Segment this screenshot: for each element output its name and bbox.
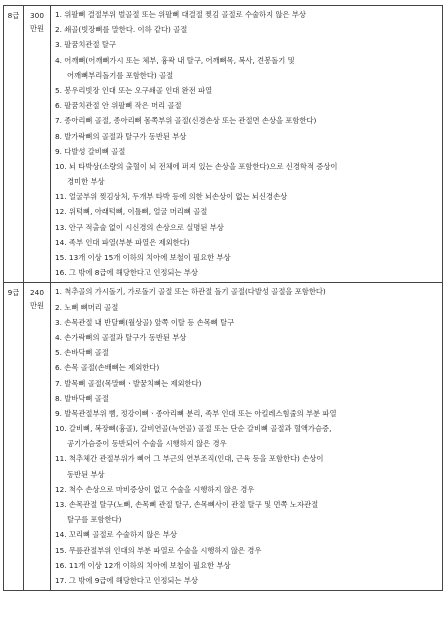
list-item: 5. 봉우리빗장 인대 또는 오구쇄골 인대 완전 파열 <box>55 85 213 95</box>
list-item: 5. 손바닥뼈 골절 <box>55 348 109 358</box>
list-item: 6. 팔꿈치관절 안 위팔뼈 작은 머리 골절 <box>55 101 182 111</box>
list-item: 2. 노뼈 뼈머리 골절 <box>55 302 119 312</box>
list-item-continuation: 공기가슴증이 동반되어 수술을 시행하지 않은 경우 <box>67 439 227 449</box>
list-item: 1. 위팔뼈 결절부위 벌골절 또는 위팔뼈 대결절 찢김 골절로 수술하지 않은 부상 <box>55 10 306 19</box>
list-item: 9. 다발성 갈비뼈 골절 <box>55 146 126 156</box>
list-item: 17. 그 밖에 9급에 해당한다고 인정되는 부상 <box>55 575 198 585</box>
list-item: 13. 안구 적출술 없이 시신경의 손상으로 실명된 부상 <box>55 222 224 232</box>
list-item-continuation: 동반된 부상 <box>67 469 105 479</box>
list-item: 13. 손목관절 탈구(노뼈, 손목뼈 관절 탈구, 손목뼈사이 관절 탈구 및 먼쪽 노자관절 <box>55 500 319 509</box>
list-item: 4. 어깨뼈(어깨뼈가시 또는 체부, 흉곽 내 탈구, 어깨뼈목, 복사, 견봉돌기 및 <box>55 55 295 65</box>
list-item: 3. 팔꿈치관절 탈구 <box>55 40 116 50</box>
list-item-continuation: 경미한 부상 <box>67 177 105 187</box>
table-body <box>4 6 443 591</box>
amount-text: 240 <box>30 288 44 298</box>
list-item: 8. 발가락뼈의 골절과 탈구가 동반된 부상 <box>55 131 187 141</box>
list-item: 1. 척추골의 가시돌기, 가로돌기 골절 또는 하관절 돌기 골절(다발성 골절을 포함한다) <box>55 287 326 297</box>
list-item: 4. 손가락뼈의 골절과 탈구가 동반된 부상 <box>55 332 187 342</box>
list-item-continuation: 어깨뼈부리돌기를 포함한다) 골절 <box>67 70 174 80</box>
grade-row <box>4 283 443 591</box>
list-item: 6. 손목 골절(손배뼈는 제외한다) <box>55 363 160 373</box>
list-item: 12. 척수 손상으로 마비증상이 없고 수술을 시행하지 않은 경우 <box>55 484 255 494</box>
list-item: 3. 손목관절 내 반달뼈(월상골) 앞쪽 이탈 등 손목뼈 탈구 <box>55 317 235 327</box>
list-item: 12. 위턱뼈, 아래턱뼈, 이틀뼈, 얼굴 머리뼈 골절 <box>55 207 208 217</box>
list-item: 11. 얼굴부위 찢김상처, 두개부 타박 등에 의한 뇌손상이 없는 뇌신경손상 <box>55 192 288 202</box>
injury-list-cell <box>51 283 443 591</box>
list-item-continuation: 탈구를 포함한다) <box>67 515 122 525</box>
list-item: 16. 11개 이상 12개 이하의 치아에 보철이 필요한 부상 <box>55 560 231 570</box>
list-item: 9. 발목관절부위 삠, 정강이뼈ㆍ종아리뼈 분리, 족부 인대 또는 아킬레스힘줄의 부분 파열 <box>55 408 337 418</box>
amount-text: 만원 <box>29 24 45 33</box>
grade-cell: 9급 <box>4 283 24 591</box>
list-item: 7. 발목뼈 골절(목말뼈ㆍ발꿈치뼈는 제외한다) <box>55 378 202 388</box>
list-item: 2. 쇄골(빗장뼈를 말한다. 이하 같다) 골절 <box>55 25 188 35</box>
grade-cell: 8급 <box>4 6 24 283</box>
list-item: 10. 뇌 타박상(소량의 출혈이 뇌 전체에 퍼져 있는 손상을 포함한다)으로 신경학적 증상이 <box>55 161 338 171</box>
injury-list-cell <box>51 6 443 283</box>
list-item: 15. 무릎관절부위 인대의 부분 파열로 수술을 시행하지 않은 경우 <box>55 545 262 555</box>
list-item: 10. 갈비뼈, 복장뼈(흉골), 갈비연골(늑연골) 골절 또는 단순 갈비뼈 골절과 혈액가슴증, <box>55 424 332 434</box>
list-item: 14. 꼬리뼈 골절로 수술하지 않은 부상 <box>55 530 177 540</box>
injury-grade-table <box>3 5 443 591</box>
list-item: 14. 족부 인대 파열(부분 파열은 제외한다) <box>55 237 190 247</box>
list-item: 7. 종아리뼈 골절, 종아리뼈 몸쪽부위 골절(신경손상 또는 관절면 손상을 포함한다) <box>55 116 317 126</box>
grade-row <box>4 6 443 283</box>
list-item: 16. 그 밖에 8급에 해당한다고 인정되는 부상 <box>55 268 198 278</box>
list-item: 11. 척추체간 관절부위가 삐어 그 부근의 연부조직(인대, 근육 등을 포함한다) 손상이 <box>55 454 324 464</box>
amount-cell <box>24 283 51 591</box>
list-item: 8. 발바닥뼈 골절 <box>55 393 109 403</box>
amount-cell <box>24 6 51 283</box>
amount-text: 300 <box>30 11 44 20</box>
amount-text: 만원 <box>29 301 45 311</box>
list-item: 15. 13개 이상 15개 이하의 치아에 보철이 필요한 부상 <box>55 253 231 262</box>
